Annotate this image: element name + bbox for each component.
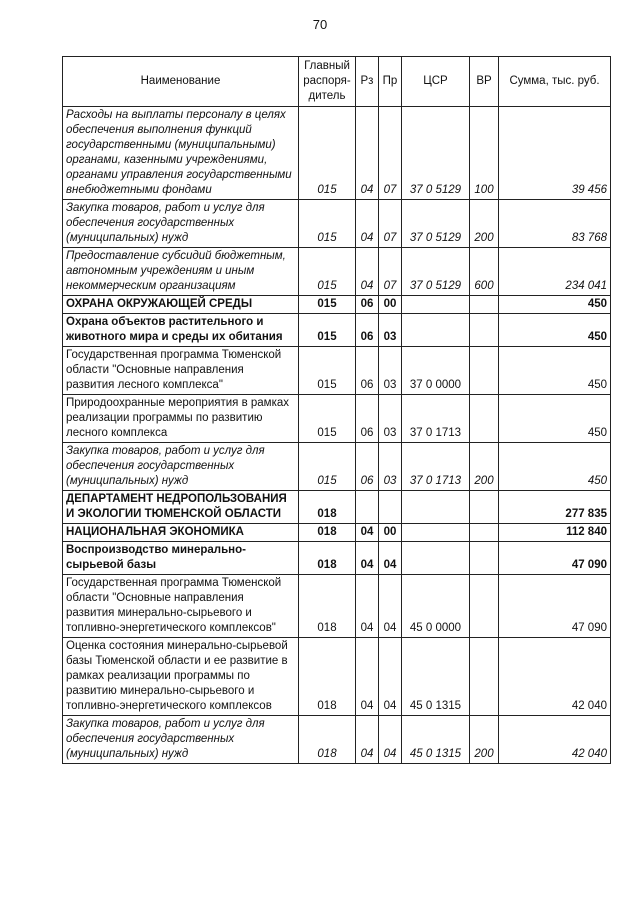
cell-name: Оценка состояния минерально-сырьевой базы Тюменской области и ее развитие в рамках реализации программы по развитию минерально-сырьевого и топливно-энергетического комплексов [63, 638, 299, 716]
cell-name: Воспроизводство минерально-сырьевой базы [63, 542, 299, 575]
cell-pr: 00 [379, 524, 402, 542]
table-row [63, 248, 611, 296]
cell-vr [470, 296, 499, 314]
header-manager: Главный распоря-дитель [299, 57, 356, 107]
cell-pr: 03 [379, 395, 402, 443]
cell-name: ДЕПАРТАМЕНТ НЕДРОПОЛЬЗОВАНИЯ И ЭКОЛОГИИ ТЮМЕНСКОЙ ОБЛАСТИ [63, 491, 299, 524]
cell-rz: 04 [356, 542, 379, 575]
cell-sum: 450 [499, 296, 611, 314]
table-row [63, 314, 611, 347]
cell-pr: 03 [379, 443, 402, 491]
cell-manager: 018 [299, 491, 356, 524]
cell-vr [470, 524, 499, 542]
cell-rz: 06 [356, 395, 379, 443]
cell-rz: 06 [356, 443, 379, 491]
cell-pr [379, 491, 402, 524]
cell-csr [402, 542, 470, 575]
cell-vr [470, 314, 499, 347]
cell-rz: 04 [356, 575, 379, 638]
cell-rz: 06 [356, 347, 379, 395]
cell-pr: 04 [379, 638, 402, 716]
cell-csr: 37 0 5129 [402, 248, 470, 296]
cell-vr [470, 347, 499, 395]
cell-vr: 100 [470, 107, 499, 200]
cell-sum: 234 041 [499, 248, 611, 296]
table-row [63, 395, 611, 443]
cell-rz: 06 [356, 296, 379, 314]
cell-rz: 04 [356, 716, 379, 764]
cell-csr [402, 491, 470, 524]
cell-name: Закупка товаров, работ и услуг для обеспечения государственных (муниципальных) нужд [63, 716, 299, 764]
cell-csr: 45 0 1315 [402, 716, 470, 764]
cell-csr: 45 0 0000 [402, 575, 470, 638]
cell-pr: 07 [379, 107, 402, 200]
cell-name: Государственная программа Тюменской области "Основные направления развития лесного комплекса" [63, 347, 299, 395]
table-row [63, 443, 611, 491]
cell-manager: 018 [299, 716, 356, 764]
table-row [63, 107, 611, 200]
table-row [63, 200, 611, 248]
cell-name: Охрана объектов растительного и животного мира и среды их обитания [63, 314, 299, 347]
header-rz: Рз [356, 57, 379, 107]
cell-manager: 018 [299, 575, 356, 638]
cell-pr: 03 [379, 314, 402, 347]
table-row [63, 542, 611, 575]
cell-csr: 37 0 5129 [402, 107, 470, 200]
cell-name: Государственная программа Тюменской области "Основные направления развития минерально-сырьевого и топливно-энергетического комплексов" [63, 575, 299, 638]
table-row [63, 575, 611, 638]
cell-manager: 015 [299, 107, 356, 200]
cell-vr [470, 491, 499, 524]
cell-csr: 37 0 1713 [402, 443, 470, 491]
header-csr: ЦСР [402, 57, 470, 107]
cell-rz: 04 [356, 248, 379, 296]
cell-sum: 277 835 [499, 491, 611, 524]
cell-name: Закупка товаров, работ и услуг для обеспечения государственных (муниципальных) нужд [63, 200, 299, 248]
header-vr: ВР [470, 57, 499, 107]
budget-table [62, 56, 611, 764]
cell-rz: 06 [356, 314, 379, 347]
cell-vr [470, 542, 499, 575]
cell-manager: 015 [299, 200, 356, 248]
cell-sum: 450 [499, 395, 611, 443]
cell-manager: 018 [299, 638, 356, 716]
cell-csr: 45 0 1315 [402, 638, 470, 716]
table-row [63, 347, 611, 395]
table-row [63, 296, 611, 314]
table-row [63, 638, 611, 716]
page-number: 70 [312, 17, 328, 32]
cell-csr [402, 524, 470, 542]
cell-manager: 015 [299, 347, 356, 395]
header-sum: Сумма, тыс. руб. [499, 57, 611, 107]
cell-vr: 200 [470, 716, 499, 764]
cell-pr: 03 [379, 347, 402, 395]
cell-manager: 018 [299, 524, 356, 542]
cell-vr: 200 [470, 200, 499, 248]
cell-pr: 04 [379, 716, 402, 764]
cell-manager: 015 [299, 443, 356, 491]
cell-name: НАЦИОНАЛЬНАЯ ЭКОНОМИКА [63, 524, 299, 542]
cell-sum: 42 040 [499, 716, 611, 764]
header-pr: Пр [379, 57, 402, 107]
cell-csr: 37 0 0000 [402, 347, 470, 395]
header-name: Наименование [63, 57, 299, 107]
cell-name: Предоставление субсидий бюджетным, автономным учреждениям и иным некоммерческим организациям [63, 248, 299, 296]
cell-pr: 07 [379, 248, 402, 296]
cell-rz [356, 491, 379, 524]
cell-csr: 37 0 5129 [402, 200, 470, 248]
cell-csr [402, 296, 470, 314]
table-row [63, 491, 611, 524]
header-row [63, 57, 611, 107]
cell-pr: 04 [379, 542, 402, 575]
cell-manager: 018 [299, 542, 356, 575]
cell-manager: 015 [299, 296, 356, 314]
table-body [63, 107, 611, 764]
table-row [63, 524, 611, 542]
cell-csr: 37 0 1713 [402, 395, 470, 443]
cell-rz: 04 [356, 524, 379, 542]
cell-sum: 42 040 [499, 638, 611, 716]
cell-vr: 600 [470, 248, 499, 296]
cell-pr: 07 [379, 200, 402, 248]
cell-manager: 015 [299, 314, 356, 347]
cell-rz: 04 [356, 107, 379, 200]
cell-csr [402, 314, 470, 347]
cell-rz: 04 [356, 638, 379, 716]
cell-vr: 200 [470, 443, 499, 491]
table-row [63, 716, 611, 764]
cell-name: Закупка товаров, работ и услуг для обеспечения государственных (муниципальных) нужд [63, 443, 299, 491]
cell-rz: 04 [356, 200, 379, 248]
cell-pr: 04 [379, 575, 402, 638]
cell-sum: 83 768 [499, 200, 611, 248]
cell-manager: 015 [299, 395, 356, 443]
cell-vr [470, 395, 499, 443]
cell-sum: 450 [499, 347, 611, 395]
cell-sum: 450 [499, 314, 611, 347]
cell-sum: 47 090 [499, 542, 611, 575]
cell-name: ОХРАНА ОКРУЖАЮЩЕЙ СРЕДЫ [63, 296, 299, 314]
cell-pr: 00 [379, 296, 402, 314]
cell-sum: 47 090 [499, 575, 611, 638]
cell-sum: 450 [499, 443, 611, 491]
cell-vr [470, 575, 499, 638]
cell-vr [470, 638, 499, 716]
cell-name: Природоохранные мероприятия в рамках реализации программы по развитию лесного комплекса [63, 395, 299, 443]
cell-sum: 39 456 [499, 107, 611, 200]
cell-sum: 112 840 [499, 524, 611, 542]
cell-manager: 015 [299, 248, 356, 296]
cell-name: Расходы на выплаты персоналу в целях обеспечения выполнения функций государственными (муниципальными) органами, казенными учреждениями, органами управления государственными внебюджетными фондами [63, 107, 299, 200]
